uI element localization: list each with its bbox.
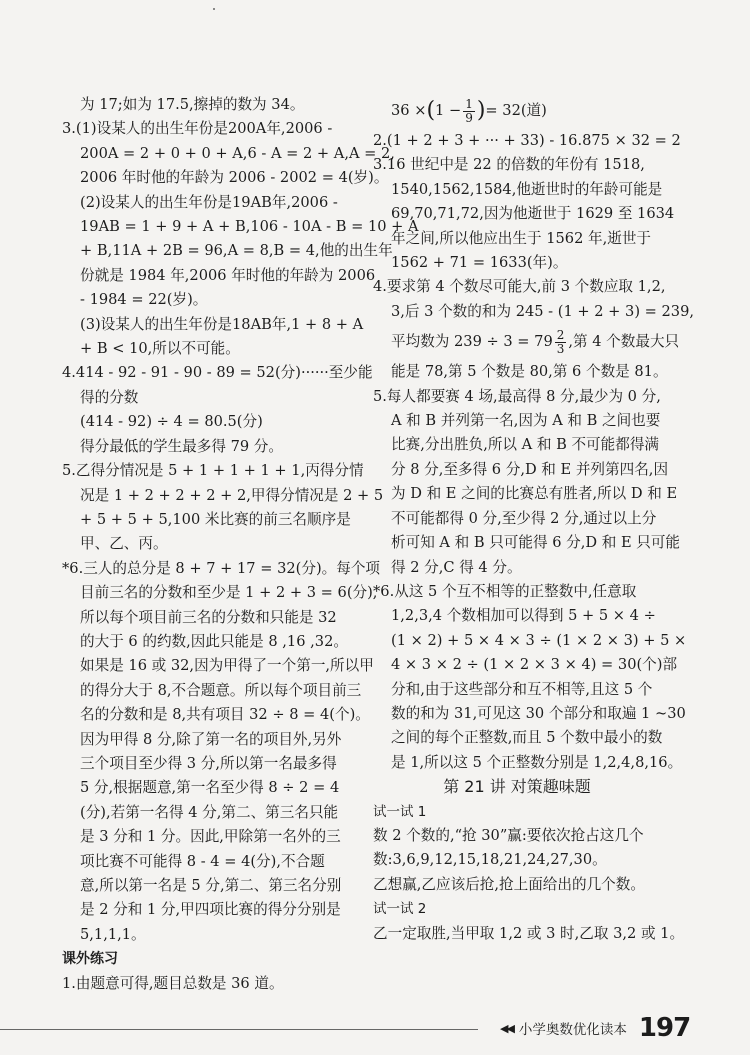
answer-line: 3.16 世纪中是 22 的倍数的年份有 1518, [373,156,645,174]
answer-line: 是 1,所以这 5 个正整数分别是 1,2,4,8,16。 [391,753,683,771]
answer-line: 4.要求第 4 个数尽可能大,前 3 个数应取 1,2, [373,278,666,296]
answer-line: *6.从这 5 个互不相等的正整数中,任意取 [373,582,637,600]
fraction-numerator: 2 [556,327,565,342]
right-column [373,93,701,946]
extra-exercises-heading: 课外练习 [62,951,118,968]
right-paren: ) [476,98,486,123]
answer-line: 名的分数和是 8,共有项目 32 ÷ 8 = 4(个)。 [80,706,370,724]
answer-line: A 和 B 并列第一名,因为 A 和 B 之间也要 [391,412,661,430]
answer-line: 2.(1 + 2 + 3 + ··· + 33) - 16.875 × 32 = 2 [373,132,681,149]
try2-heading: 试一试 2 [373,901,427,918]
answer-line: 所以每个项目前三名的分数和只能是 32 [80,608,337,626]
fraction [555,329,567,356]
answer-line: (分),若第一名得 4 分,第二、第三名只能 [80,803,339,821]
answer-line: 是 3 分和 1 分。因此,甲除第一名外的三 [80,828,341,846]
answer-line: 乙想赢,乙应该后抢,抢上面给出的几个数。 [373,875,645,893]
answer-line: 得的分数 [80,388,139,406]
left-paren: ( [426,98,436,123]
answer-line: 69,70,71,72,因为他逝世于 1629 至 1634 [391,205,675,223]
arrow-left-icon: ◀◀ [500,1021,513,1035]
answer-line: 得分最低的学生最多得 79 分。 [80,437,283,455]
page-footer [500,1013,690,1043]
answer-line: 2006 年时他的年龄为 2006 - 2002 = 4(岁)。 [80,169,389,187]
answer-line: 4 × 3 × 2 ÷ (1 × 2 × 3 × 4) = 30(个)部 [391,656,678,674]
fraction [463,98,475,125]
answer-line: (1 × 2) + 5 × 4 × 3 ÷ (1 × 2 × 3) + 5 × [391,631,687,649]
fraction-numerator: 1 [465,96,473,111]
equation-one-minus: 1 − [435,101,462,119]
answer-line: 年之间,所以他应出生于 1562 年,逝世于 [391,229,652,247]
answer-line: 的大于 6 的约数,因此只能是 8 ,16 ,32。 [80,632,348,650]
answer-line: 为 D 和 E 之间的比赛总有胜者,所以 D 和 E [391,485,678,503]
answer-line: 数 2 个数的,“抢 30”赢:要依次抢占这几个 [373,826,644,844]
answer-line: (3)设某人的出生年份是18AB年,1 + 8 + A [80,315,364,333]
answer-line: 是 2 分和 1 分,甲四项比赛的得分分别是 [80,901,341,919]
answer-line: 因为甲得 8 分,除了第一名的项目外,另外 [80,730,342,748]
answer-line: 1562 + 71 = 1633(年)。 [391,254,568,272]
answer-line: (414 - 92) ÷ 4 = 80.5(分) [80,413,263,431]
scan-dot [213,8,215,10]
page-number: 197 [638,1013,691,1043]
equation-lead: 36 × [391,101,427,119]
answer-line: 比赛,分出胜负,所以 A 和 B 不可能都得满 [391,436,660,454]
answer-line: 意,所以第一名是 5 分,第二、第三名分别 [80,877,342,894]
answer-line: + B,11A + 2B = 96,A = 8,B = 4,他的出生年 [80,242,393,260]
section-title: 第 21 讲 对策趣味题 [443,777,591,797]
answer-line: 1.由题意可得,题目总数是 36 道。 [62,974,284,992]
answer-line: 目前三名的分数和至少是 1 + 2 + 3 = 6(分), [80,584,378,602]
answer-line: + 5 + 5 + 5,100 米比赛的前三名顺序是 [80,510,351,528]
answer-line: 分和,由于这些部分和互不相等,且这 5 个 [391,680,653,698]
book-title: 小学奥数优化读本 [518,1022,627,1038]
answer-line: 4.414 - 92 - 91 - 90 - 89 = 52(分)······至少能 [62,364,373,382]
answer-line: 之间的每个正整数,而且 5 个数中最小的数 [391,729,663,747]
fraction-equation [373,324,701,360]
answer-line: 1540,1562,1584,他逝世时的年龄可能是 [391,180,663,198]
answer-line: 200A = 2 + 0 + 0 + A,6 - A = 2 + A,A = 2, [80,144,395,162]
answer-line: 不可能都得 0 分,至少得 2 分,通过以上分 [391,509,657,527]
answer-line: 分 8 分,至多得 6 分,D 和 E 并列第四名,因 [391,460,669,478]
answer-line: 1,2,3,4 个数相加可以得到 5 + 5 × 4 ÷ [391,607,656,625]
answer-line: 19AB = 1 + 9 + A + B,106 - 10A - B = 10 + A [80,218,419,236]
fraction-denominator: 3 [556,341,565,356]
answer-line: 三个项目至少得 3 分,所以第一名最多得 [80,754,337,772]
answer-line: 得 2 分,C 得 4 分。 [391,558,522,576]
answer-line: (2)设某人的出生年份是19AB年,2006 - [80,193,338,211]
answer-line: 析可知 A 和 B 只可能得 6 分,D 和 E 只可能 [391,534,681,552]
equation-lead: 平均数为 239 ÷ 3 = 79 [391,333,553,351]
answer-line: + B < 10,所以不可能。 [80,340,240,358]
answer-line: 份就是 1984 年,2006 年时他的年龄为 2006 [80,266,376,284]
answer-line: 数:3,6,9,12,15,18,21,24,27,30。 [373,851,607,869]
footer-rule [0,1029,478,1030]
answer-line: 为 17;如为 17.5,擦掉的数为 34。 [80,96,305,113]
answer-line: 乙一定取胜,当甲取 1,2 或 3 时,乙取 3,2 或 1。 [373,924,685,942]
answer-line: *6.三人的总分是 8 + 7 + 17 = 32(分)。每个项 [62,559,381,577]
answer-line: 况是 1 + 2 + 2 + 2 + 2,甲得分情况是 2 + 5 [80,486,384,504]
answer-line: 甲、乙、丙。 [80,535,168,553]
answer-line: 3.(1)设某人的出生年份是200A年,2006 - [62,120,333,138]
answer-line: 5 分,根据题意,第一名至少得 8 ÷ 2 = 4 [80,779,340,797]
answer-line: 3,后 3 个数的和为 245 - (1 + 2 + 3) = 239, [391,302,695,320]
answer-line: 5,1,1,1。 [80,925,146,943]
answer-line: 5.乙得分情况是 5 + 1 + 1 + 1 + 1,丙得分情 [62,462,364,480]
answer-line: 数的和为 31,可见这 30 个部分和取遍 1 ~30 [391,704,686,722]
try1-heading: 试一试 1 [373,803,427,820]
fraction-denominator: 9 [465,110,473,125]
answer-line: 能是 78,第 5 个数是 80,第 6 个数是 81。 [391,363,668,381]
answer-line: - 1984 = 22(岁)。 [80,291,208,309]
equation-tail: = 32(道) [485,101,547,119]
answer-line: 的得分大于 8,不合题意。所以每个项目前三 [80,681,362,699]
answer-line: 项比赛不可能得 8 - 4 = 4(分),不合题 [80,852,325,870]
answer-line: 如果是 16 或 32,因为甲得了一个第一,所以甲 [80,657,374,675]
fraction-equation [373,93,701,129]
answer-line: 5.每人都要赛 4 场,最高得 8 分,最少为 0 分, [373,387,661,405]
equation-tail: ,第 4 个数最大只 [568,333,680,351]
